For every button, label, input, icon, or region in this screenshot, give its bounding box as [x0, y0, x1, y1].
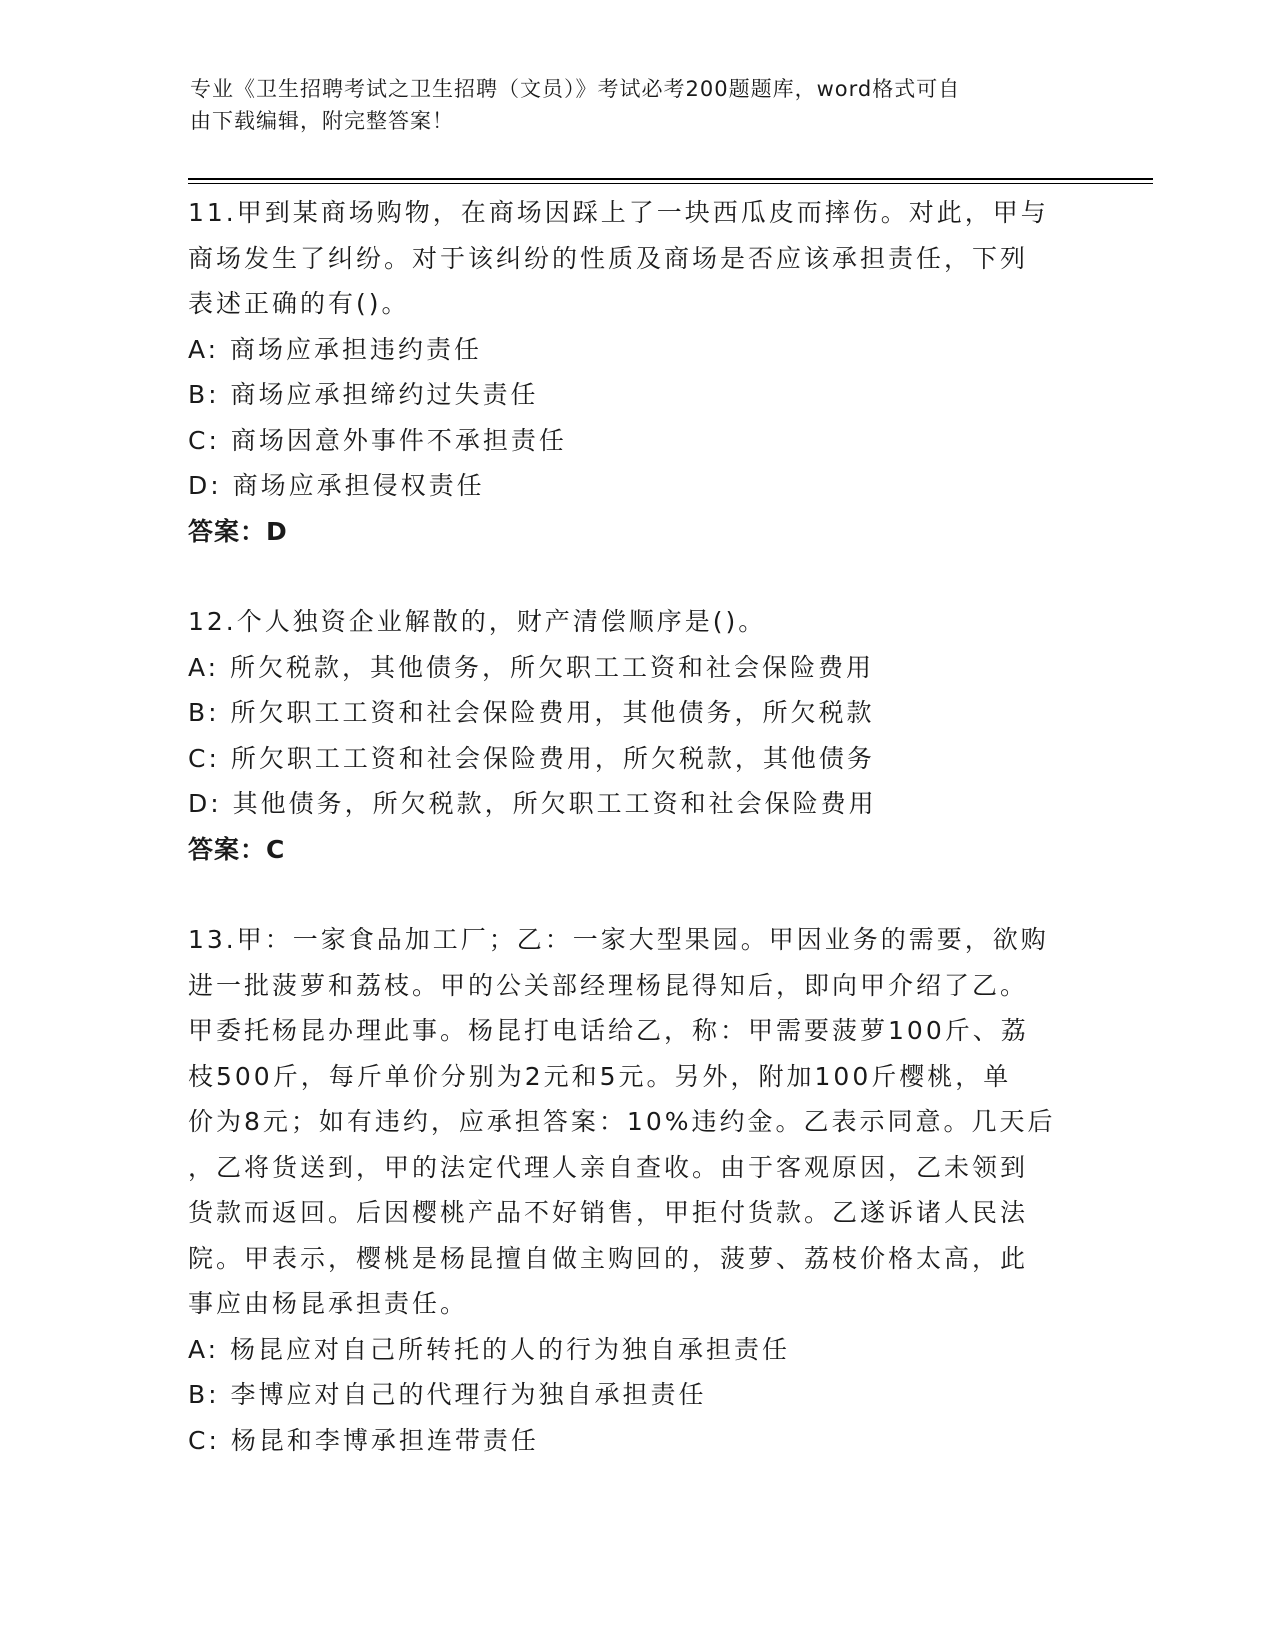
question-stem-line: 货款而返回。后因樱桃产品不好销售，甲拒付货款。乙遂诉诸人民法	[188, 1198, 1029, 1227]
question-stem-line: 表述正确的有()。	[188, 289, 410, 318]
document-header	[190, 73, 1070, 137]
question-stem-line: 12.个人独资企业解散的，财产清偿顺序是()。	[188, 607, 767, 636]
question-stem-line: 13.甲：一家食品加工厂；乙：一家大型果园。甲因业务的需要，欲购	[188, 925, 1049, 954]
question-stem-line: 事应由杨昆承担责任。	[188, 1289, 469, 1318]
question-stem-line: ，乙将货送到，甲的法定代理人亲自查收。由于客观原因，乙未领到	[188, 1152, 1029, 1182]
header-line-2: 由下载编辑，附完整答案！	[190, 109, 454, 133]
question-stem-line: 价为8元；如有违约，应承担答案：10%违约金。乙表示同意。几天后	[188, 1107, 1056, 1136]
option-b: B: 商场应承担缔约过失责任	[188, 380, 539, 409]
question-12	[188, 599, 1088, 872]
option-a: A: 杨昆应对自己所转托的人的行为独自承担责任	[188, 1334, 791, 1364]
question-stem-line: 枝500斤，每斤单价分别为2元和5元。另外，附加100斤樱桃，单	[188, 1061, 1012, 1091]
question-stem-line: 商场发生了纠纷。对于该纠纷的性质及商场是否应该承担责任，下列	[188, 243, 1029, 273]
question-stem-line: 11.甲到某商场购物，在商场因踩上了一块西瓜皮而摔伤。对此，甲与	[188, 198, 1049, 227]
question-spacer	[188, 872, 1088, 917]
header-line-1: 专业《卫生招聘考试之卫生招聘（文员）》考试必考200题题库，word格式可自	[190, 77, 961, 101]
option-d: D: 其他债务，所欠税款，所欠职工工资和社会保险费用	[188, 789, 877, 818]
option-a: A: 商场应承担违约责任	[188, 334, 483, 364]
question-list	[188, 190, 1088, 1463]
question-stem-line: 进一批菠萝和荔枝。甲的公关部经理杨昆得知后，即向甲介绍了乙。	[188, 970, 1029, 1000]
question-13	[188, 917, 1088, 1463]
header-divider-thick	[188, 178, 1153, 180]
header-divider-thin	[188, 183, 1153, 184]
question-stem-line: 院。甲表示，樱桃是杨昆擅自做主购回的，菠萝、荔枝价格太高，此	[188, 1243, 1029, 1273]
option-b: B: 李博应对自己的代理行为独自承担责任	[188, 1380, 707, 1409]
answer-label: 答案：D	[188, 516, 288, 546]
option-d: D: 商场应承担侵权责任	[188, 471, 485, 500]
option-c: C: 杨昆和李博承担连带责任	[188, 1425, 539, 1455]
option-b: B: 所欠职工工资和社会保险费用，其他债务，所欠税款	[188, 698, 875, 727]
option-c: C: 所欠职工工资和社会保险费用，所欠税款，其他债务	[188, 743, 875, 773]
question-11	[188, 190, 1088, 554]
question-spacer	[188, 554, 1088, 599]
option-c: C: 商场因意外事件不承担责任	[188, 425, 567, 455]
question-stem-line: 甲委托杨昆办理此事。杨昆打电话给乙，称：甲需要菠萝100斤、荔	[188, 1016, 1029, 1045]
answer-label: 答案：C	[188, 834, 286, 864]
option-a: A: 所欠税款，其他债务，所欠职工工资和社会保险费用	[188, 652, 875, 682]
